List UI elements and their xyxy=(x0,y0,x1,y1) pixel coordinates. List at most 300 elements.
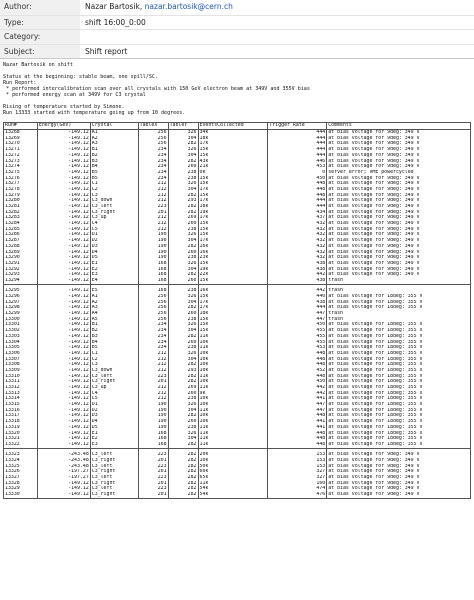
table-cell: 13325 xyxy=(4,464,38,470)
table-cell: B4 xyxy=(90,340,138,346)
table-cell: 326 xyxy=(168,232,198,238)
runs-table-body xyxy=(4,130,471,498)
table-cell: 476 xyxy=(268,492,327,498)
table-cell: 212 xyxy=(138,227,168,233)
table-cell: 13284 xyxy=(4,221,38,227)
table-cell: C3_left xyxy=(90,464,138,470)
table-cell: 223 xyxy=(138,204,168,210)
table-cell: 13296 xyxy=(4,294,38,300)
table-cell: 13306 xyxy=(4,351,38,357)
table-bottom-rule xyxy=(3,498,471,499)
table-cell: trash xyxy=(327,311,471,317)
table-cell: 17k xyxy=(198,305,268,311)
message-header xyxy=(0,0,474,59)
table-cell: -149.12 xyxy=(37,278,90,284)
table-cell: 238 xyxy=(168,345,198,351)
table-cell: at bias voltage for 9deg: 349 V xyxy=(327,232,471,238)
table-cell: 11k xyxy=(198,425,268,431)
subject-value: Shift report xyxy=(80,45,474,59)
table-cell: 441 xyxy=(268,396,327,402)
table-cell: -149.12 xyxy=(37,379,90,385)
table-cell: at bias voltage for 18deg: 355 V xyxy=(327,413,471,419)
subject-row xyxy=(0,44,474,59)
table-cell: A3 xyxy=(90,141,138,147)
table-cell: 13311 xyxy=(4,379,38,385)
table-cell: 13319 xyxy=(4,425,38,431)
table-cell: C2 xyxy=(90,187,138,193)
table-cell: 212 xyxy=(138,385,168,391)
table-cell: E2 xyxy=(90,436,138,442)
table-cell: 304 xyxy=(168,153,198,159)
table-cell: 304 xyxy=(168,136,198,142)
table-cell: 10k xyxy=(198,357,268,363)
table-cell: -149.12 xyxy=(37,272,90,278)
table-cell: C1 xyxy=(90,181,138,187)
table-cell: 20k xyxy=(198,452,268,458)
table-cell: B3 xyxy=(90,334,138,340)
table-cell: C3_right xyxy=(90,492,138,498)
table-cell: 13281 xyxy=(4,204,38,210)
table-cell: -243.48 xyxy=(37,464,90,470)
table-cell: at bias voltage for 9deg: 349 V xyxy=(327,130,471,136)
table-cell: 201 xyxy=(138,481,168,487)
table-cell: at bias voltage for 9deg: 349 V xyxy=(327,452,471,458)
table-cell: at bias voltage for 18deg: 355 V xyxy=(327,368,471,374)
table-cell: 160 xyxy=(268,481,327,487)
table-cell: 327 xyxy=(268,469,327,475)
column-header: Energy(GeV) xyxy=(37,123,90,130)
table-cell: 438 xyxy=(268,278,327,284)
table-cell: 448 xyxy=(268,374,327,380)
table-cell: 444 xyxy=(268,153,327,159)
table-cell: 153 xyxy=(268,452,327,458)
table-cell: at bias voltage for 9deg: 349 V xyxy=(327,238,471,244)
table-cell: 432 xyxy=(268,250,327,256)
table-cell: D1 xyxy=(90,232,138,238)
table-cell: 256 xyxy=(138,311,168,317)
table-cell: 234 xyxy=(138,170,168,176)
table-cell: 13275 xyxy=(4,170,38,176)
table-cell: at bias voltage for 18deg: 355 V xyxy=(327,345,471,351)
table-cell: 256 xyxy=(138,294,168,300)
table-cell: C4 xyxy=(90,391,138,397)
table-cell: 15k xyxy=(198,261,268,267)
table-cell: D3 xyxy=(90,244,138,250)
table-cell: 13312 xyxy=(4,385,38,391)
table-cell: 326 xyxy=(168,130,198,136)
table-cell: D1 xyxy=(90,402,138,408)
table-cell: 13293 xyxy=(4,272,38,278)
report-line: * performed intercalibration scan over all crystals with 150 GeV electron beam at 349V and 355V bias xyxy=(3,85,310,92)
table-cell: 13317 xyxy=(4,413,38,419)
table-cell: C3_up xyxy=(90,385,138,391)
table-cell: 13288 xyxy=(4,244,38,250)
table-cell: -149.12 xyxy=(37,408,90,414)
table-cell: -149.12 xyxy=(37,288,90,294)
table-cell: 223 xyxy=(138,452,168,458)
table-cell: 10k xyxy=(198,402,268,408)
table-cell: C3_left xyxy=(90,452,138,458)
table-cell: E3 xyxy=(90,272,138,278)
table-cell: at bias voltage for 9deg: 349 V xyxy=(327,272,471,278)
table-cell: at bias voltage for 9deg: 349 V xyxy=(327,181,471,187)
table-cell: A5 xyxy=(90,317,138,323)
table-cell: at bias voltage for 18deg: 355 V xyxy=(327,300,471,306)
table-cell: -149.12 xyxy=(37,357,90,363)
table-cell: 15k xyxy=(198,221,268,227)
table-cell: trash xyxy=(327,288,471,294)
table-cell: 455 xyxy=(268,328,327,334)
table-cell: 11k xyxy=(198,481,268,487)
table-cell: 15k xyxy=(198,278,268,284)
table-cell: at bias voltage for 18deg: 355 V xyxy=(327,340,471,346)
table-cell: at bias voltage for 9deg: 349 V xyxy=(327,176,471,182)
table-cell: 238 xyxy=(168,176,198,182)
table-cell: 260 xyxy=(168,278,198,284)
table-cell: 282 xyxy=(168,141,198,147)
table-cell: 282 xyxy=(168,374,198,380)
table-cell: 212 xyxy=(138,351,168,357)
table-cell: 304 xyxy=(168,408,198,414)
table-cell: 212 xyxy=(138,198,168,204)
table-cell: 13302 xyxy=(4,328,38,334)
table-cell: 11k xyxy=(198,385,268,391)
table-cell: E4 xyxy=(90,278,138,284)
table-cell: 212 xyxy=(138,368,168,374)
table-cell: 15k xyxy=(198,328,268,334)
table-cell: -197.27 xyxy=(37,475,90,481)
table-cell: 282 xyxy=(168,475,198,481)
table-cell: at bias voltage for 9deg: 349 V xyxy=(327,255,471,261)
table-cell: at bias voltage for 9deg: 349 V xyxy=(327,267,471,273)
table-cell: 13273 xyxy=(4,159,38,165)
table-cell: at bias voltage for 18deg: 355 V xyxy=(327,379,471,385)
table-cell: 448 xyxy=(268,436,327,442)
table-cell: 304 xyxy=(168,300,198,306)
table-cell: 212 xyxy=(138,193,168,199)
table-cell: 447 xyxy=(268,408,327,414)
table-cell: -149.12 xyxy=(37,215,90,221)
table-cell: -149.12 xyxy=(37,255,90,261)
table-cell: 168 xyxy=(138,261,168,267)
table-cell: at bias voltage for 18deg: 355 V xyxy=(327,334,471,340)
column-header: EventsCollected xyxy=(198,123,268,130)
table-cell: -149.12 xyxy=(37,250,90,256)
table-cell: at bias voltage for 18deg: 355 V xyxy=(327,328,471,334)
table-cell: C3_right xyxy=(90,210,138,216)
table-cell: D3 xyxy=(90,413,138,419)
table-cell: 15k xyxy=(198,176,268,182)
table-cell: E1 xyxy=(90,431,138,437)
table-cell: 11k xyxy=(198,436,268,442)
table-cell: 168 xyxy=(138,278,168,284)
table-cell: B5 xyxy=(90,345,138,351)
table-cell: at bias voltage for 18deg: 355 V xyxy=(327,442,471,448)
table-cell: -149.12 xyxy=(37,362,90,368)
table-cell: 15k xyxy=(198,294,268,300)
table-cell: E2 xyxy=(90,267,138,273)
table-cell: 13282 xyxy=(4,210,38,216)
table-cell: 238 xyxy=(168,317,198,323)
table-cell: 326 xyxy=(168,261,198,267)
table-cell: 432 xyxy=(268,227,327,233)
table-cell: 282 xyxy=(168,193,198,199)
table-cell: 474 xyxy=(268,486,327,492)
table-cell: 190 xyxy=(138,255,168,261)
table-cell: 13297 xyxy=(4,300,38,306)
table-cell: E3 xyxy=(90,442,138,448)
table-cell: C3 xyxy=(90,362,138,368)
table-cell: 223 xyxy=(138,475,168,481)
table-cell: 13321 xyxy=(4,436,38,442)
table-cell: -149.12 xyxy=(37,164,90,170)
table-cell: -149.12 xyxy=(37,322,90,328)
table-cell: 260 xyxy=(168,221,198,227)
table-cell: 15k xyxy=(198,322,268,328)
table-cell: 260 xyxy=(168,340,198,346)
table-cell: -149.12 xyxy=(37,402,90,408)
table-cell: 234 xyxy=(138,334,168,340)
report-line: Rising of temperature started by Simone. xyxy=(3,103,125,110)
table-cell: -149.12 xyxy=(37,221,90,227)
table-cell: 13292 xyxy=(4,267,38,273)
table-cell: C3_right xyxy=(90,458,138,464)
table-cell: -149.12 xyxy=(37,147,90,153)
table-cell: 260 xyxy=(168,419,198,425)
author-value xyxy=(80,0,474,15)
column-header: Trigger Rate xyxy=(268,123,327,130)
table-cell: 282 xyxy=(168,458,198,464)
table-cell: at bias voltage for 18deg: 355 V xyxy=(327,362,471,368)
table-cell: 293 xyxy=(168,198,198,204)
table-cell: at bias voltage for 18deg: 355 V xyxy=(327,374,471,380)
table-cell: 447 xyxy=(268,317,327,323)
table-cell: -149.12 xyxy=(37,340,90,346)
table-cell: -149.12 xyxy=(37,368,90,374)
table-cell: server error; VME powercycled xyxy=(327,170,471,176)
table-cell: B5 xyxy=(90,170,138,176)
table-cell: 282 xyxy=(168,442,198,448)
table-cell: -149.12 xyxy=(37,130,90,136)
table-cell: 15k xyxy=(198,227,268,233)
table-cell: at bias voltage for 9deg: 349 V xyxy=(327,153,471,159)
table-cell: 256 xyxy=(138,305,168,311)
table-cell: 282 xyxy=(168,486,198,492)
table-cell: -149.12 xyxy=(37,431,90,437)
table-cell: 450 xyxy=(268,379,327,385)
subject-label: Subject: xyxy=(0,45,80,59)
table-cell: 444 xyxy=(268,147,327,153)
table-cell: 234 xyxy=(138,147,168,153)
table-cell: 13314 xyxy=(4,396,38,402)
table-cell: B2 xyxy=(90,153,138,159)
table-cell: 13268 xyxy=(4,130,38,136)
table-cell: 16k xyxy=(198,244,268,250)
table-cell: 190 xyxy=(138,425,168,431)
table-cell: 168 xyxy=(138,267,168,273)
table-cell: 234 xyxy=(138,328,168,334)
table-cell: -149.12 xyxy=(37,374,90,380)
table-cell: 10k xyxy=(198,362,268,368)
table-cell: 282 xyxy=(168,452,198,458)
table-cell: 13279 xyxy=(4,193,38,199)
table-cell: -149.12 xyxy=(37,317,90,323)
table-cell: C1 xyxy=(90,351,138,357)
table-cell: -149.12 xyxy=(37,436,90,442)
author-email-link[interactable]: nazar.bartosik@cern.ch xyxy=(144,2,233,11)
table-cell: 234 xyxy=(138,340,168,346)
table-cell: 201 xyxy=(138,379,168,385)
table-cell: 19k xyxy=(198,267,268,273)
table-cell: 282 xyxy=(168,204,198,210)
table-cell: C2 xyxy=(90,357,138,363)
table-cell: 13316 xyxy=(4,408,38,414)
table-cell: 212 xyxy=(138,181,168,187)
table-cell: 16k xyxy=(198,288,268,294)
table-cell: 440 xyxy=(268,294,327,300)
table-cell: at bias voltage for 18deg: 355 V xyxy=(327,294,471,300)
table-cell: D4 xyxy=(90,250,138,256)
table-cell: -197.27 xyxy=(37,469,90,475)
table-cell: -149.12 xyxy=(37,396,90,402)
table-cell: 17k xyxy=(198,187,268,193)
table-cell: 54k xyxy=(198,492,268,498)
table-cell: C4 xyxy=(90,221,138,227)
table-cell: 13328 xyxy=(4,481,38,487)
table-cell: D2 xyxy=(90,408,138,414)
table-cell: C3_left xyxy=(90,475,138,481)
table-cell: -149.12 xyxy=(37,153,90,159)
table-cell: 201 xyxy=(138,469,168,475)
table-cell: 11k xyxy=(198,374,268,380)
table-cell: 13318 xyxy=(4,419,38,425)
table-cell: 223 xyxy=(138,486,168,492)
table-cell: 13329 xyxy=(4,486,38,492)
table-cell: 282 xyxy=(168,362,198,368)
table-cell: at bias voltage for 9deg: 349 V xyxy=(327,187,471,193)
table-cell: 13270 xyxy=(4,141,38,147)
table-cell: 238 xyxy=(168,255,198,261)
report-line: Status at the beginning: stable beam, one spill/SC. xyxy=(3,73,158,80)
table-cell: -149.12 xyxy=(37,492,90,498)
table-cell: C3_left xyxy=(90,204,138,210)
report-line: * performed energy scan at 349V for C3 crystal xyxy=(3,91,146,98)
table-cell: 13294 xyxy=(4,278,38,284)
table-cell: 13323 xyxy=(4,452,38,458)
table-cell: 448 xyxy=(268,442,327,448)
table-cell: 11k xyxy=(198,408,268,414)
table-cell: E1 xyxy=(90,261,138,267)
table-cell: 448 xyxy=(268,187,327,193)
table-cell: 326 xyxy=(168,181,198,187)
table-cell: 13278 xyxy=(4,187,38,193)
table-cell: C3_right xyxy=(90,469,138,475)
table-cell: D4 xyxy=(90,419,138,425)
table-cell: 326 xyxy=(168,294,198,300)
table-cell: A1 xyxy=(90,294,138,300)
table-cell: at bias voltage for 9deg: 349 V xyxy=(327,475,471,481)
table-cell: -149.12 xyxy=(37,159,90,165)
report-line: Run 13333 started with temperature going up from 10 degrees. xyxy=(3,109,186,116)
table-cell: A2 xyxy=(90,136,138,142)
table-cell: -149.12 xyxy=(37,351,90,357)
table-cell: -243.48 xyxy=(37,458,90,464)
table-cell: 190 xyxy=(138,238,168,244)
table-cell: 444 xyxy=(268,136,327,142)
author-name: Nazar Bartosik, xyxy=(85,2,143,11)
table-cell: -149.12 xyxy=(37,385,90,391)
table-cell: C3_right xyxy=(90,481,138,487)
table-cell: at bias voltage for 9deg: 349 V xyxy=(327,250,471,256)
table-cell: B5 xyxy=(90,176,138,182)
table-cell: at bias voltage for 18deg: 355 V xyxy=(327,305,471,311)
table-cell: 43k xyxy=(198,159,268,165)
table-cell: -149.12 xyxy=(37,334,90,340)
column-header: TableY xyxy=(168,123,198,130)
table-cell: 448 xyxy=(268,413,327,419)
table-cell: C3_down xyxy=(90,198,138,204)
table-cell: -149.12 xyxy=(37,141,90,147)
table-cell: at bias voltage for 9deg: 349 V xyxy=(327,147,471,153)
table-cell: -149.12 xyxy=(37,300,90,306)
table-cell: 13327 xyxy=(4,475,38,481)
table-cell: 234 xyxy=(138,153,168,159)
table-cell: 13283 xyxy=(4,215,38,221)
table-cell: at bias voltage for 18deg: 355 V xyxy=(327,402,471,408)
table-cell: 234 xyxy=(138,164,168,170)
table-cell: -149.12 xyxy=(37,181,90,187)
table-cell: 10k xyxy=(198,351,268,357)
table-cell: 327 xyxy=(268,475,327,481)
table-cell: 326 xyxy=(168,147,198,153)
table-cell: 201 xyxy=(138,458,168,464)
table-cell: B3 xyxy=(90,159,138,165)
table-cell: 13286 xyxy=(4,232,38,238)
table-cell: 432 xyxy=(268,232,327,238)
table-cell: 448 xyxy=(268,351,327,357)
table-cell: 256 xyxy=(138,300,168,306)
table-cell: -149.12 xyxy=(37,261,90,267)
table-cell: at bias voltage for 9deg: 349 V xyxy=(327,204,471,210)
table-cell: 256 xyxy=(138,130,168,136)
table-cell: 15k xyxy=(198,181,268,187)
table-cell: C3_right xyxy=(90,379,138,385)
table-cell: 13307 xyxy=(4,357,38,363)
report-body xyxy=(0,59,474,499)
table-cell: 432 xyxy=(268,221,327,227)
table-cell: 16k xyxy=(198,250,268,256)
table-cell: 13298 xyxy=(4,305,38,311)
table-cell: 304 xyxy=(168,267,198,273)
table-cell: C3_down xyxy=(90,368,138,374)
table-cell: 9k xyxy=(198,391,268,397)
column-header: TableX xyxy=(138,123,168,130)
table-cell: 13315 xyxy=(4,402,38,408)
table-cell: 13301 xyxy=(4,322,38,328)
table-cell: -149.12 xyxy=(37,198,90,204)
table-cell: 13330 xyxy=(4,492,38,498)
report-line: Run Report: xyxy=(3,79,37,86)
table-cell: B1 xyxy=(90,147,138,153)
table-cell: at bias voltage for 9deg: 349 V xyxy=(327,244,471,250)
table-cell: 13271 xyxy=(4,147,38,153)
table-cell: 17k xyxy=(198,215,268,221)
table-cell: 442 xyxy=(268,391,327,397)
table-cell: 212 xyxy=(138,357,168,363)
column-header: Run# xyxy=(4,123,38,130)
table-cell: -149.12 xyxy=(37,244,90,250)
table-cell: 168 xyxy=(138,431,168,437)
